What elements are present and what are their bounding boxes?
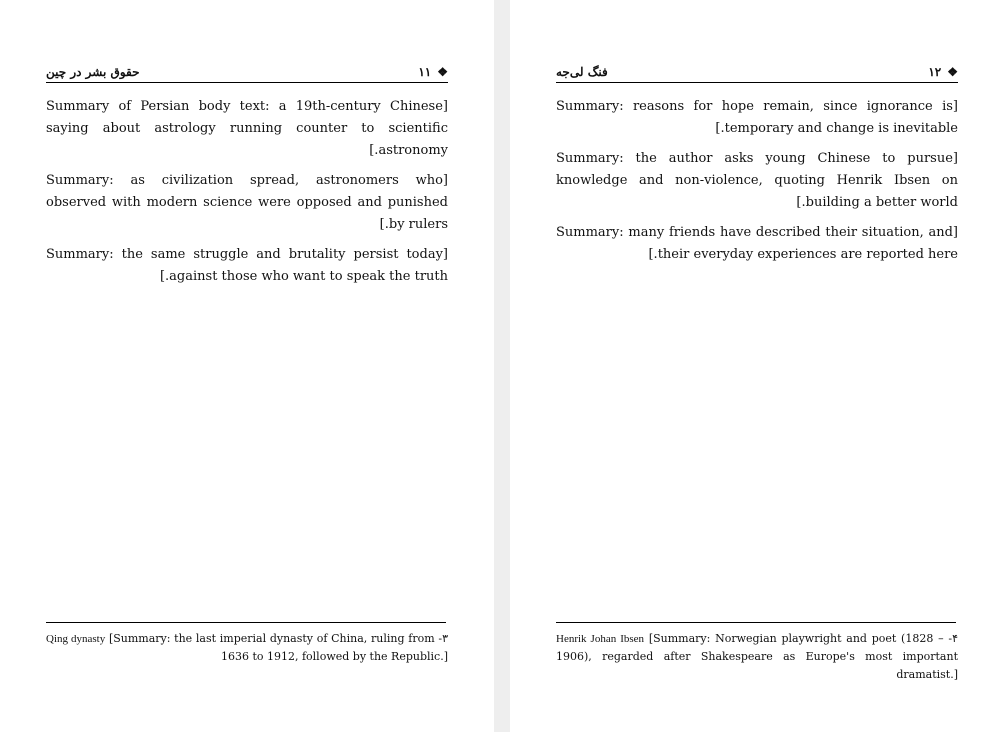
footnote-text: [Summary: the last imperial dynasty of China, ruling from 1636 to 1912, followed by the Republic.]: [108, 632, 448, 663]
footnote-rule: [556, 622, 956, 623]
footnote-term: Henrik Johan Ibsen: [556, 633, 645, 645]
paragraph: [Summary: reasons for hope remain, since ignorance is temporary and change is inevitable.]: [556, 99, 958, 136]
running-head: [46, 62, 448, 83]
paragraph: [Summary: as civilization spread, astronomers who observed with modern science were opposed and punished by rulers.]: [46, 173, 448, 232]
running-title: فنگ لی‌جه: [556, 65, 608, 79]
ornament-icon: ❖: [437, 65, 448, 79]
footnote-number: ۴-: [948, 632, 959, 645]
footnote-number: ۳-: [438, 632, 449, 645]
paragraph: [Summary: the same struggle and brutality persist today against those who want to speak the truth.]: [46, 247, 448, 284]
footnote-text: [Summary: Norwegian playwright and poet (1828 – 1906), regarded after Shakespeare as Europe's most important dramatist.]: [556, 632, 958, 681]
footnote-term: Qing dynasty: [46, 633, 106, 645]
body-text: [556, 96, 958, 274]
footnote: [556, 630, 958, 684]
paragraph: [Summary: many friends have described their situation, and their everyday experiences are reported here.]: [556, 225, 958, 262]
page-number: ❖۱۱: [418, 65, 448, 79]
paragraph: [Summary of Persian body text: a 19th-century Chinese saying about astrology running counter to scientific astronomy.]: [46, 99, 448, 158]
left-page: [0, 0, 494, 732]
page-number: ❖۱۲: [928, 65, 958, 79]
footnote: [46, 630, 448, 666]
running-head: [556, 62, 958, 83]
running-title: حقوق بشر در چین: [46, 65, 140, 79]
paragraph: [Summary: the author asks young Chinese to pursue knowledge and non-violence, quoting Henrik Ibsen on building a better world.]: [556, 151, 958, 210]
body-text: [46, 96, 448, 296]
right-page: [510, 0, 1004, 732]
ornament-icon: ❖: [947, 65, 958, 79]
footnote-rule: [46, 622, 446, 623]
